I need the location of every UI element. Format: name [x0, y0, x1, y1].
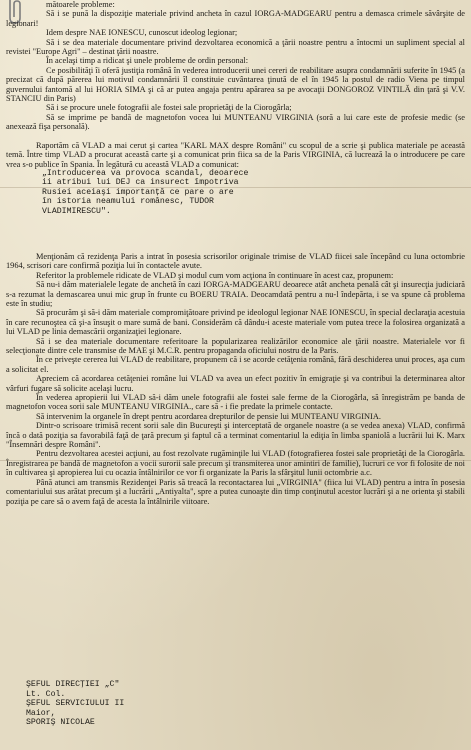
quote-line: VLADIMIRESCU". [42, 206, 111, 216]
paragraph: Să intervenim la organele în drept pentru acordarea drepturilor de pensie lui MUNTEANU VIRGINIA. [36, 411, 381, 421]
quote-line: în istoria neamului românesc, TUDOR [42, 197, 214, 207]
paragraph: În ce priveşte cererea lui VLAD de reabilitare, propunem că i se acorde cetăţenia română, fără deschiderea unui proces, aşa cum a solicitat el. [6, 355, 465, 374]
signature-line: ŞEFUL SERVICIULUI II [26, 699, 125, 709]
paragraph: Să procurăm şi să-i dăm materiale compromiţătoare privind pe ideologul legionar NAE IONESCU, în special declaraţia acestuia în care recunoştea că şi-a însuşit o mare sumă de bani. Considerăm că dându-i aceste materiale vom putea trece la folosirea organizată a lui VLAD pe linia demascării organizaţiei legionare. [6, 308, 465, 337]
paragraph: Menţionăm că rezidenţa Paris a intrat în posesia scrisorilor originale trimise de VLAD fiicei sale începând cu luna octombrie 1964, scrisori care confirmă poziţia lui în contactele avute. [6, 251, 465, 271]
paragraph: Pentru dezvoltarea acestei acţiuni, au fost rezolvate rugăminţile lui VLAD (fotografierea fostei sale proprietăţi de la Ciorogârla. Înregistrarea pe bandă de magnetofon a vocii surorii sale precum şi transmiterea unor amintiri de familie), lucruri ce vor fi folosite de noi în cultivarea şi apropierea lui cu ocazia întâlnirilor ce vor fi organizate la Paris la sfârşitul lunii octombrie a.c. [6, 449, 465, 478]
paragraph: Să i se procure unele fotografii ale fostei sale proprietăţi de la Ciorogârla; [46, 103, 292, 113]
signature-block [6, 680, 124, 728]
paragraph: Referitor la problemele ridicate de VLAD şi modul cum vom acţiona în continuare în acest caz, propunem: [36, 270, 394, 280]
paragraph: Să se imprime pe bandă de magnetofon vocea lui MUNTEANU VIRGINIA (soră a lui care este de profesie medic (se anexează fişa personală). [6, 112, 465, 132]
paragraph: mătoarele probleme: [46, 0, 115, 9]
paragraph: Apreciem că acordarea cetăţeniei române lui VLAD va avea un efect pozitiv în emigraţie şi va contribui la determinarea altor vârfuri fugare să solicite acelaşi lucru. [6, 374, 465, 393]
signature-line: SPORIŞ NICOLAE [26, 718, 95, 728]
paragraph: Să nu-i dăm materialele legate de anchetă în cazi IORGA-MADGEARU deoarece atât ancheta penală cât şi insurecţia judiciară s-a rezumat la demascarea unui mic grup în frunte cu BOERU TRAIA. Deocamdată pentru a nu-l îndepărta, i se va spune că problema este în studiu; [6, 280, 465, 308]
paragraph: Dintr-o scrisoare trimisă recent sorii sale din Bucureşti şi interceptată de organele noastre (a se vedea anexa) VLAD, confirmă încă o dată poziţia sa favorabilă faţă de ţară precum şi faptul că a terminat comentariul la ediţia în limba spaniolă a lucrării lui K. Marx "Însemnări despre Români". [6, 421, 465, 450]
quote-line: „Introducerea va provoca scandal, deoarece [42, 168, 249, 178]
paragraph: Ce posibilităţi îi oferă justiţia română în vederea introducerii unei cereri de reabilitare asupra condamnării suferite în 1945 (a precizat că după părerea lui motivul condamnării îl constituie cuvântarea ţinută de el în 1945 la postul de radio Viena pe timpul guvernului fantomă al lui HORIA SIMA şi că ar putea angaja pentru apărarea sa pe avocaţii DONGOROZ VINTILĂ din ţară şi V.V. STANCIU din Paris) [6, 65, 465, 104]
quote-block [6, 169, 465, 216]
signature-line: Lt. Col. [26, 689, 66, 699]
document-body [6, 0, 465, 506]
quote-line: ii atribui lui DEJ ca insurect împotriva [42, 178, 239, 188]
paragraph: Să i se dea materiale documentare privind dezvoltarea economică a ţării noastre pentru a întocmi un supliment special al revistei "Europe Agri" – destinat ţării noastre. [6, 37, 465, 57]
paragraph: În vederea apropierii lui VLAD să-i dăm unele fotografii ale fostei sale ferme de la Ciorogârla, să înregistrăm pe banda de magnetofon vocea sorii sale MUNTEANU VIRGINIA., care să - i fie predate la primele contacte. [6, 393, 465, 412]
paragraph: Idem despre NAE IONESCU, cunoscut ideolog legionar; [46, 28, 238, 38]
paragraph: În acelaşi timp a ridicat şi unele probleme de ordin personal: [46, 56, 249, 66]
paragraph: Să i se pună la dispoziţie materiale privind ancheta în cazul IORGA-MADGEARU pentru a demasca crimele săvârşite de legionari! [6, 9, 465, 28]
paragraph: Raportăm că VLAD a mai cerut şi cartea "KARL MAX despre Români" cu scopul de a scrie şi publica materiale pe această temă. Între timp VLAD a procurat această carte şi a comunicat prin fiica sa de la Paris VIRGINIA, că lucrează la o introducere pe care vrea s-o publice în Spania. În legătură cu această VLAD a comunicat: [6, 140, 465, 169]
paragraph: Până atunci am transmis Rezidenţei Paris să treacă la recontactarea lui „VIRGINIA" (fiica lui VLAD) pentru a intra în posesia comentariului sus arătat precum şi a lucrării „Antiyalta", spre a putea cunoaşte din timp conţinutul acestor lucrări şi a ne orienta şi stabili poziţia pe care să o avem faţă de acesta la întâlnirile viitoare. [6, 477, 465, 506]
quote-line: Rusiei aceiaşi importanţă ce pare o are [42, 187, 234, 197]
paragraph: Să i se dea materiale documentare referitoare la popularizarea realizărilor economice ale ţării noastre. Materialele vor fi selecţionate dintre cele transmise de MAE şi M.C.R. pentru propaganda oficiului nostru de la Paris. [6, 336, 465, 355]
signature-line: Maior, [26, 708, 56, 718]
signature-line: ŞEFUL DIRECŢIEI „C" [26, 680, 120, 689]
